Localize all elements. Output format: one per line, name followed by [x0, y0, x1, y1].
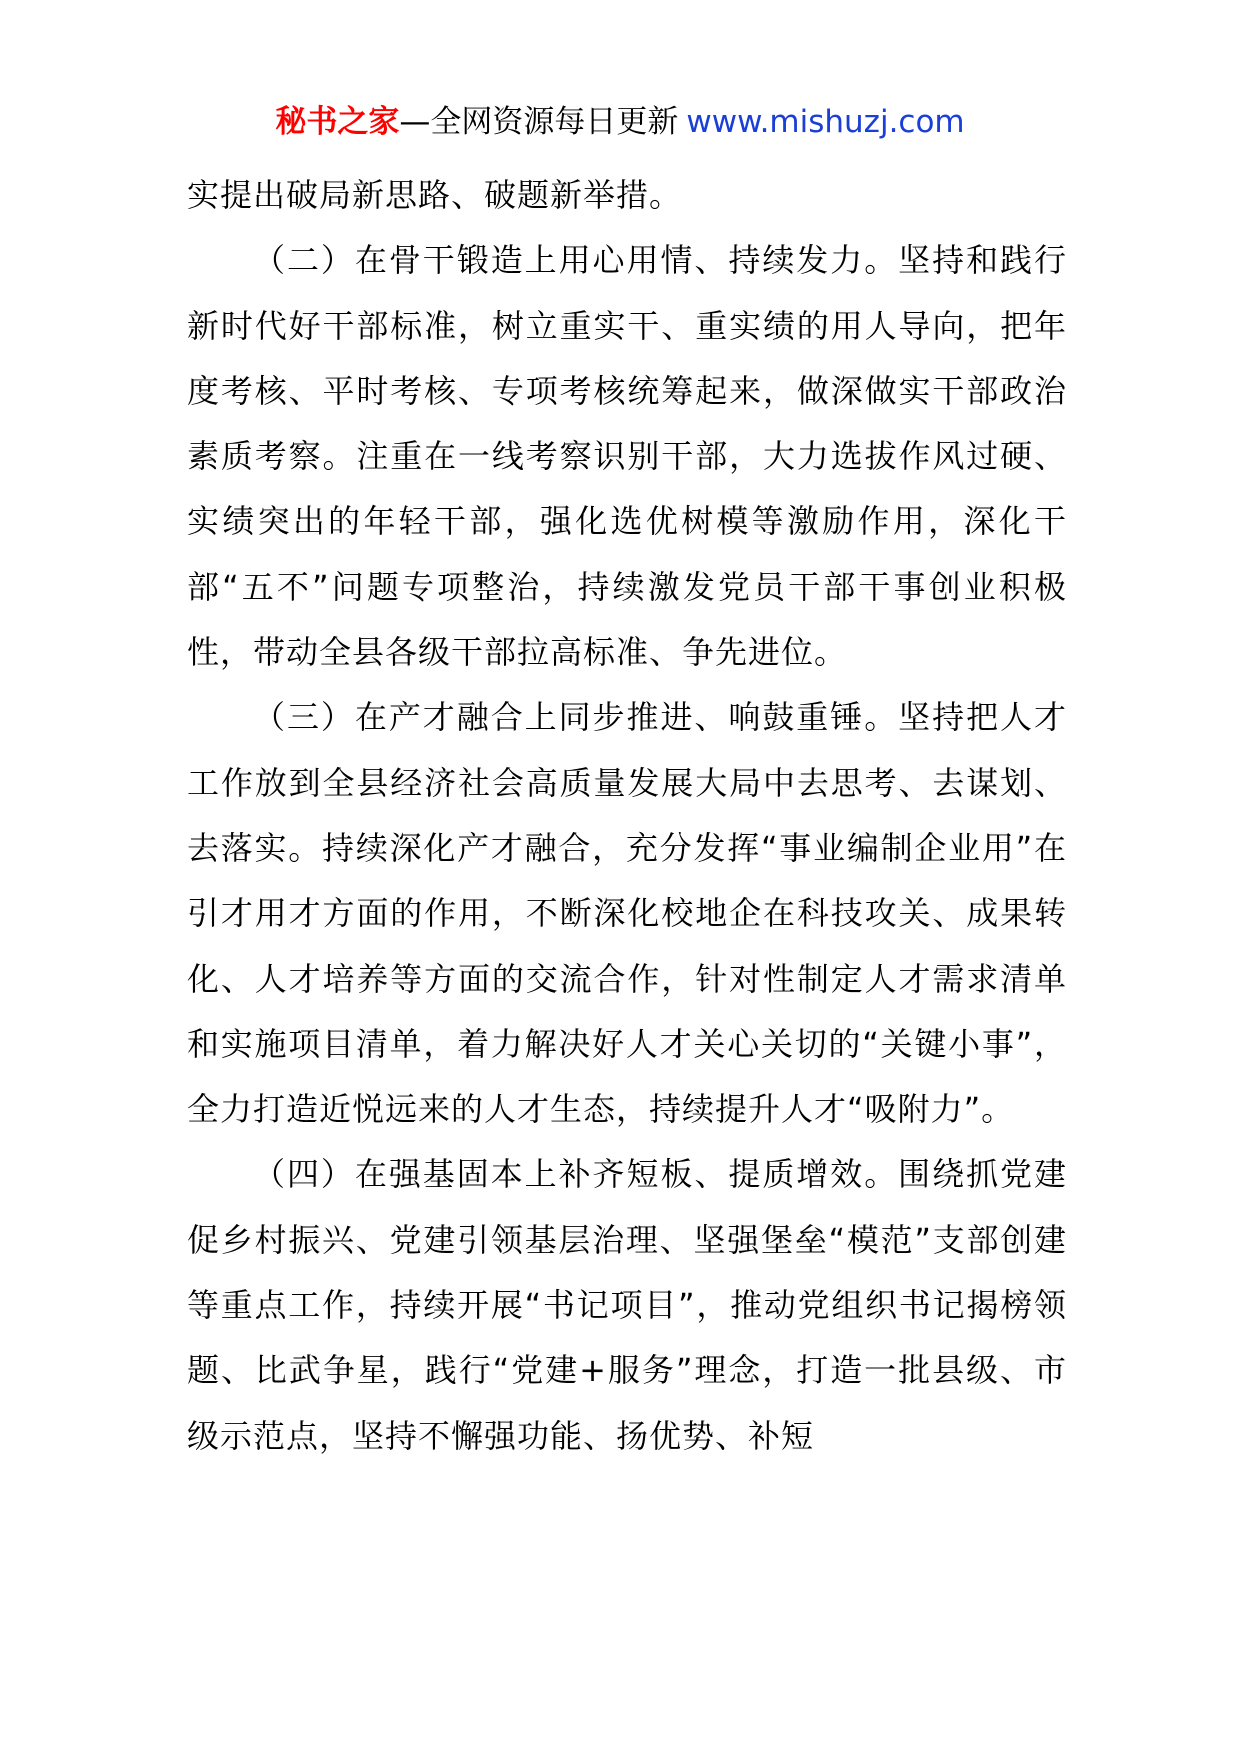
brand-name: 秘书之家 [275, 104, 400, 140]
page-header [0, 100, 1240, 144]
paragraph-section-2: （二）在骨干锻造上用心用情、持续发力。坚持和践行新时代好干部标准，树立重实干、重实绩的用人导向，把年度考核、平时考核、专项考核统筹起来，做深做实干部政治素质考察。注重在一线考察识别干部，大力选拔作风过硬、实绩突出的年轻干部，强化选优树模等激励作用，深化干部“五不”问题专项整治，持续激发党员干部干事创业积极性，带动全县各级干部拉高标准、争先进位。 [187, 241, 1067, 672]
site-url-link[interactable]: www.mishuzj.com [686, 104, 965, 140]
header-tagline: —全网资源每日更新 [399, 104, 679, 140]
document-body [187, 163, 1067, 1469]
paragraph-section-3: （三）在产才融合上同步推进、响鼓重锤。坚持把人才工作放到全县经济社会高质量发展大局中去思考、去谋划、去落实。持续深化产才融合，充分发挥“事业编制企业用”在引才用才方面的作用，不断深化校地企在科技攻关、成果转化、人才培养等方面的交流合作，针对性制定人才需求清单和实施项目清单，着力解决好人才关心关切的“关键小事”，全力打造近悦远来的人才生态，持续提升人才“吸附力”。 [187, 698, 1067, 1129]
paragraph-section-4: （四）在强基固本上补齐短板、提质增效。围绕抓党建促乡村振兴、党建引领基层治理、坚强堡垒“模范”支部创建等重点工作，持续开展“书记项目”，推动党组织书记揭榜领题、比武争星，践行“党建+服务”理念，打造一批县级、市级示范点，坚持不懈强功能、扬优势、补短 [187, 1155, 1067, 1455]
paragraph-continuation: 实提出破局新思路、破题新举措。 [187, 176, 683, 214]
